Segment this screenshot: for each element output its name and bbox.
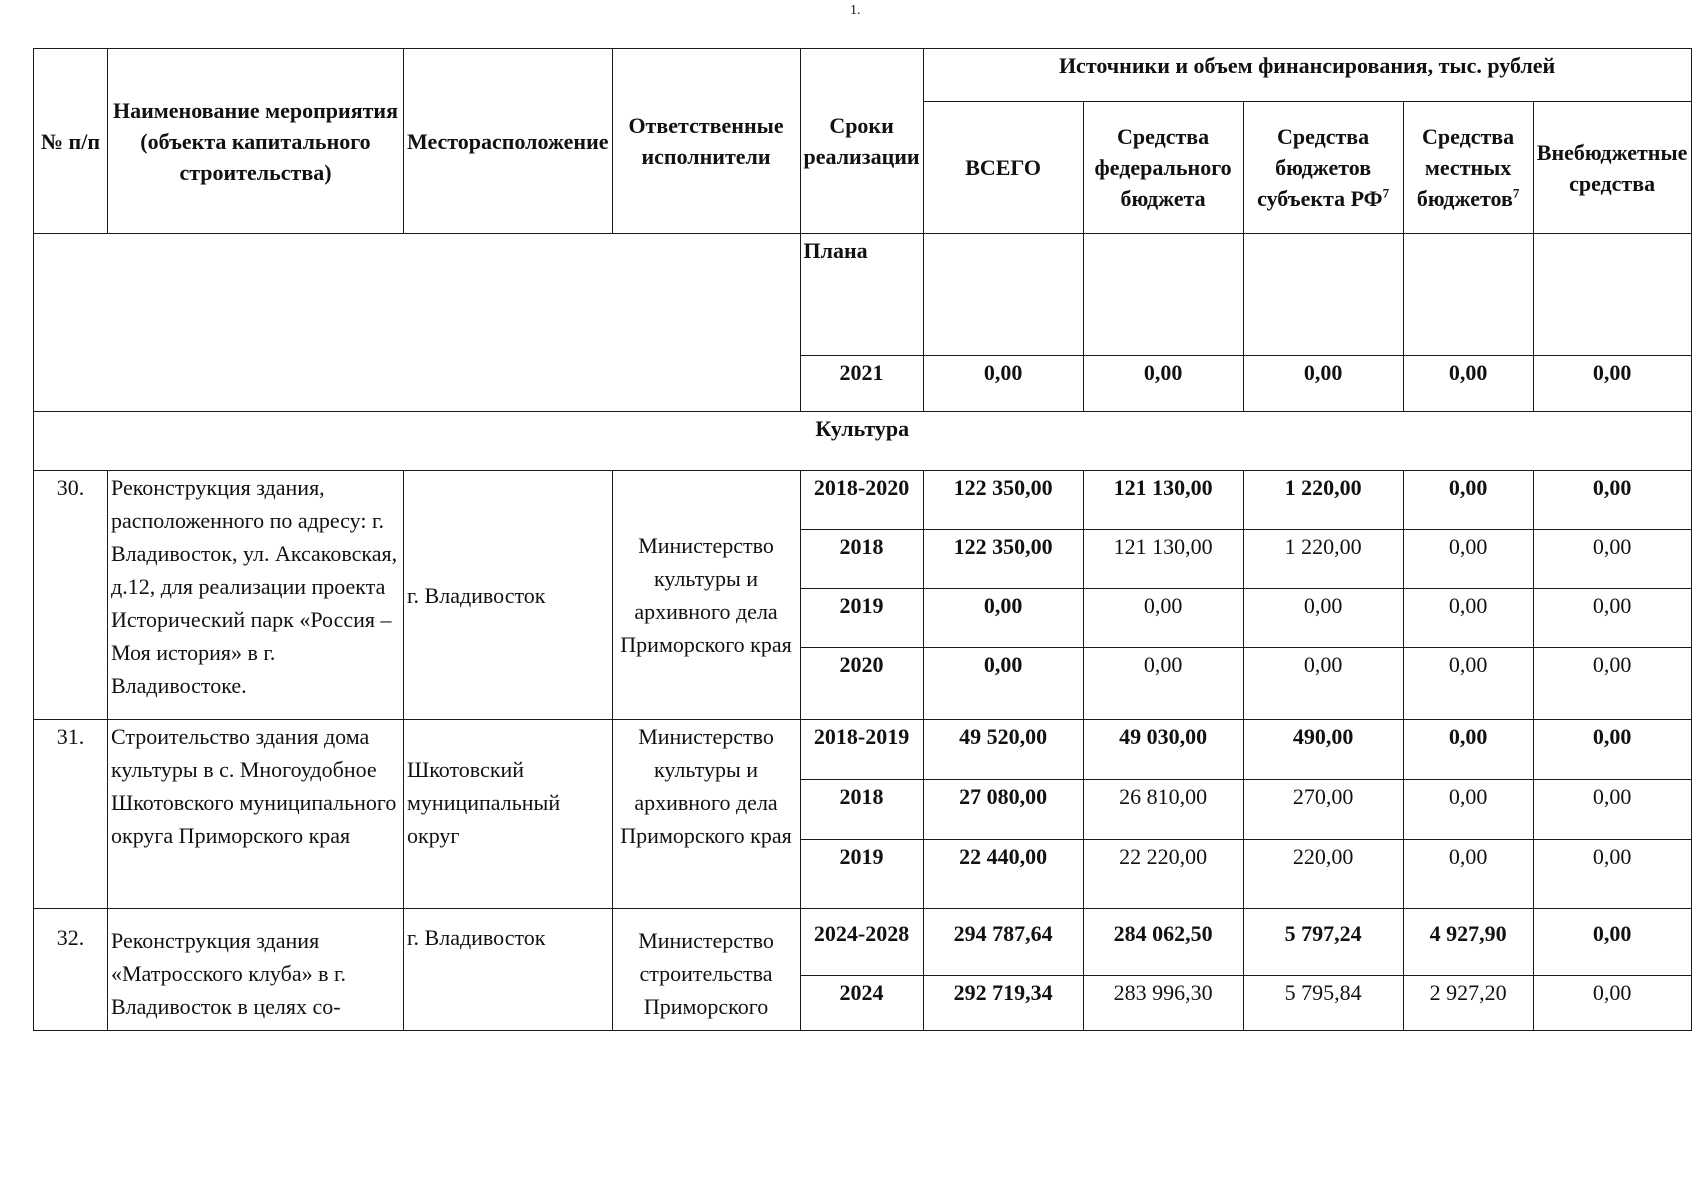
row-total: 0,00 [923,648,1083,720]
row-executors: Министерство культуры и архивного дела Приморского края [612,471,800,720]
plan-empty [1083,234,1243,356]
row-number: 30. [34,471,108,720]
row-total: 122 350,00 [923,471,1083,530]
plan-empty-cell [34,234,801,412]
row-term: 2024-2028 [800,909,923,976]
row-total: 294 787,64 [923,909,1083,976]
row-federal: 26 810,00 [1083,780,1243,840]
row-offbudget: 0,00 [1533,530,1691,589]
row-offbudget: 0,00 [1533,976,1691,1031]
row-offbudget: 0,00 [1533,720,1691,780]
footnote-mark: 7 [1512,185,1520,201]
page-number: 1. [850,3,861,18]
row-federal: 49 030,00 [1083,720,1243,780]
row-total: 0,00 [923,589,1083,648]
row-executors: Министерство строительства Приморского [612,909,800,1031]
row-name: Строительство здания дома культуры в с. Многоудобное Шкотовского муниципального округа Приморского края [108,720,404,909]
row-local: 0,00 [1403,471,1533,530]
row-local: 4 927,90 [1403,909,1533,976]
plan-empty [1243,234,1403,356]
col-header-total: ВСЕГО [923,102,1083,234]
footnote-mark: 7 [1382,185,1390,201]
row-subject: 5 797,24 [1243,909,1403,976]
row-federal: 0,00 [1083,589,1243,648]
plan-value: 0,00 [1083,356,1243,412]
row-offbudget: 0,00 [1533,589,1691,648]
plan-value: 0,00 [1243,356,1403,412]
row-local: 2 927,20 [1403,976,1533,1031]
row-subject: 5 795,84 [1243,976,1403,1031]
row-total: 22 440,00 [923,840,1083,909]
row-name: Реконструкция здания «Матросского клуба» в г. Владивосток в целях со- [108,909,404,1031]
row-local: 0,00 [1403,648,1533,720]
section-title: Культура [34,412,1692,471]
row-term: 2018-2020 [800,471,923,530]
plan-label: Плана [800,234,923,356]
plan-value: 0,00 [1533,356,1691,412]
col-header-offbudget: Внебюджетные средства [1533,102,1691,234]
row-location: Шкотовский муниципальный округ [404,720,613,909]
plan-year: 2021 [800,356,923,412]
plan-empty [923,234,1083,356]
plan-value: 0,00 [923,356,1083,412]
table-row [34,720,1692,780]
row-offbudget: 0,00 [1533,648,1691,720]
row-local: 0,00 [1403,589,1533,648]
plan-value: 0,00 [1403,356,1533,412]
table-row [34,471,1692,530]
row-federal: 283 996,30 [1083,976,1243,1031]
row-subject: 1 220,00 [1243,530,1403,589]
col-header-executors: Ответственные исполнители [612,49,800,234]
row-local: 0,00 [1403,840,1533,909]
row-total: 122 350,00 [923,530,1083,589]
col-header-federal: Средства федерального бюджета [1083,102,1243,234]
row-number: 32. [34,909,108,1031]
row-subject: 0,00 [1243,648,1403,720]
row-term: 2018 [800,530,923,589]
col-header-name: Наименование мероприятия (объекта капитального строительства) [108,49,404,234]
row-term: 2018-2019 [800,720,923,780]
row-local: 0,00 [1403,780,1533,840]
row-term: 2019 [800,589,923,648]
col-header-terms: Сроки реализации [800,49,923,234]
col-header-local [1403,102,1533,234]
row-federal: 121 130,00 [1083,471,1243,530]
col-header-subject [1243,102,1403,234]
col-header-funding: Источники и объем финансирования, тыс. рублей [923,49,1691,102]
row-subject: 0,00 [1243,589,1403,648]
row-name: Реконструкция здания, расположенного по адресу: г. Владивосток, ул. Аксаковская, д.12, для реализации проекта Исторический парк «Россия – Моя история» в г. Владивостоке. [108,471,404,720]
row-federal: 22 220,00 [1083,840,1243,909]
row-offbudget: 0,00 [1533,780,1691,840]
plan-row [34,234,1692,356]
subject-label: Средства бюджетов субъекта РФ [1257,124,1383,211]
row-term: 2020 [800,648,923,720]
header-row [34,49,1692,102]
row-term: 2024 [800,976,923,1031]
row-location: г. Владивосток [404,909,613,1031]
row-subject: 270,00 [1243,780,1403,840]
row-term: 2019 [800,840,923,909]
row-term: 2018 [800,780,923,840]
row-number: 31. [34,720,108,909]
row-offbudget: 0,00 [1533,840,1691,909]
section-row [34,412,1692,471]
row-federal: 284 062,50 [1083,909,1243,976]
row-subject: 220,00 [1243,840,1403,909]
plan-empty [1533,234,1691,356]
row-executors: Министерство культуры и архивного дела Приморского края [612,720,800,909]
row-local: 0,00 [1403,530,1533,589]
col-header-num: № п/п [34,49,108,234]
row-offbudget: 0,00 [1533,909,1691,976]
row-total: 27 080,00 [923,780,1083,840]
row-federal: 121 130,00 [1083,530,1243,589]
row-total: 292 719,34 [923,976,1083,1031]
col-header-location: Месторасположение [404,49,613,234]
row-total: 49 520,00 [923,720,1083,780]
local-label: Средства местных бюджетов [1416,124,1515,211]
financing-table [33,48,1692,1031]
row-local: 0,00 [1403,720,1533,780]
table-row [34,909,1692,976]
row-offbudget: 0,00 [1533,471,1691,530]
row-location: г. Владивосток [404,471,613,720]
row-subject: 490,00 [1243,720,1403,780]
row-federal: 0,00 [1083,648,1243,720]
row-subject: 1 220,00 [1243,471,1403,530]
plan-empty [1403,234,1533,356]
